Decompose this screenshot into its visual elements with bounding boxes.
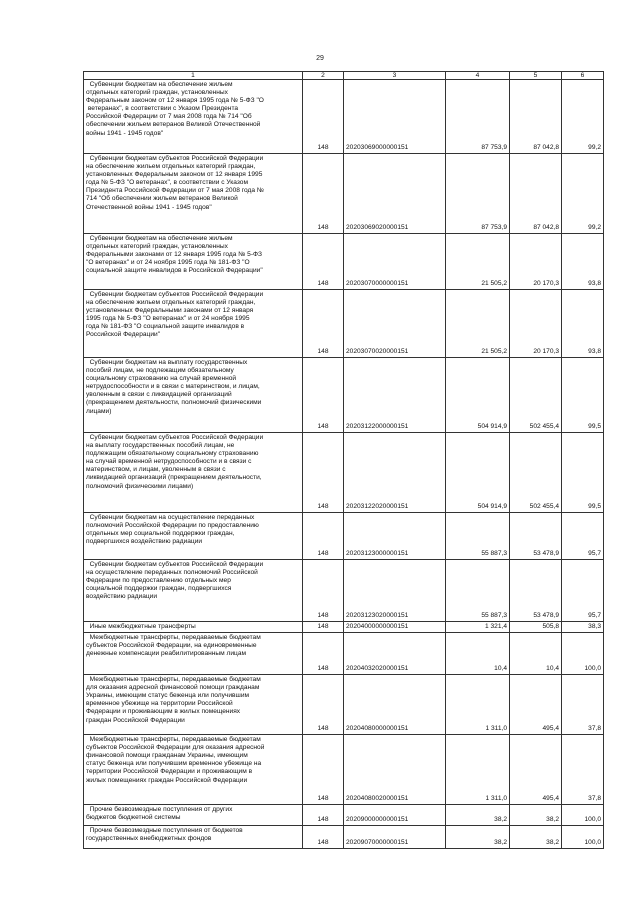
row-budget-code-cell: 20203122000000151	[344, 358, 446, 433]
row-actual-cell: 20 170,3	[510, 234, 562, 290]
row-admin-code-cell: 148	[303, 735, 344, 805]
row-admin-code-cell: 148	[303, 805, 344, 826]
row-percent-cell: 93,8	[562, 234, 604, 290]
row-name-cell: Субвенции бюджетам на обеспечение жильем отдельных категорий граждан, установленных Федеральными законами от 12 января 1995 года № 5-ФЗ "О ветеранах" и от 24 ноября 1995 года № 181-ФЗ "О социальной защите инвалидов в Российской Федерации"	[84, 234, 303, 290]
row-plan-cell: 55 887,3	[446, 513, 510, 560]
row-plan-cell: 21 505,2	[446, 234, 510, 290]
row-name-cell: Межбюджетные трансферты, передаваемые бюджетам субъектов Российской Федерации, на единовременные денежные компенсации реабилитированным лицам	[84, 633, 303, 675]
row-actual-cell: 38,2	[510, 805, 562, 826]
row-admin-code-cell: 148	[303, 826, 344, 849]
table-row	[84, 675, 604, 735]
row-budget-code-cell: 20203123020000151	[344, 560, 446, 622]
row-percent-cell: 99,5	[562, 433, 604, 513]
row-name-cell: Межбюджетные трансферты, передаваемые бюджетам для оказания адресной финансовой помощи гражданам Украины, имеющим статус беженца или получившим временное убежище на территории Российской Федерации и проживающим в жилых помещениях граждан Российской Федерации	[84, 675, 303, 735]
table-row	[84, 513, 604, 560]
row-admin-code-cell: 148	[303, 513, 344, 560]
row-percent-cell: 100,0	[562, 826, 604, 849]
row-budget-code-cell: 20203070000000151	[344, 234, 446, 290]
row-percent-cell: 100,0	[562, 805, 604, 826]
page-number: 29	[316, 55, 324, 62]
budget-report-table	[83, 71, 604, 849]
table-row	[84, 433, 604, 513]
row-percent-cell: 37,8	[562, 735, 604, 805]
row-budget-code-cell: 20204080020000151	[344, 735, 446, 805]
table-row	[84, 826, 604, 849]
row-name-cell: Субвенции бюджетам на обеспечение жильем отдельных категорий граждан, установленных Федеральным законом от 12 января 1995 года № 5-ФЗ "О ветеранах", в соответствии с Указом Президента Российской Федерации от 7 мая 2008 года № 714 "Об обеспечении жильем ветеранов Великой Отечественной войны 1941 - 1945 годов"	[84, 80, 303, 154]
row-name-cell: Иные межбюджетные трансферты	[84, 622, 303, 633]
row-budget-code-cell: 20203123000000151	[344, 513, 446, 560]
row-plan-cell: 1 311,0	[446, 675, 510, 735]
row-name-cell: Субвенции бюджетам субъектов Российской Федерации на выплату государственных пособий лицам, не подлежащим обязательному социальному страхованию на случай временной нетрудоспособности и в связи с материнством, и лицам, уволенным в связи с ликвидацией организаций (прекращением деятельности, полномочий физическими лицами)	[84, 433, 303, 513]
header-row	[84, 72, 604, 80]
row-name-cell: Субвенции бюджетам субъектов Российской Федерации на обеспечение жильем отдельных категорий граждан, установленных Федеральным законом от 12 января 1995 года № 5-ФЗ "О ветеранах", в соответствии с Указом Президента Российской Федерации от 7 мая 2008 года № 714 "Об обеспечении жильем ветеранов Великой Отечественной войны 1941 - 1945 годов"	[84, 154, 303, 234]
row-percent-cell: 93,8	[562, 290, 604, 358]
row-plan-cell: 38,2	[446, 805, 510, 826]
row-plan-cell: 87 753,9	[446, 154, 510, 234]
row-actual-cell: 53 478,9	[510, 560, 562, 622]
row-admin-code-cell: 148	[303, 358, 344, 433]
row-plan-cell: 504 914,9	[446, 433, 510, 513]
row-actual-cell: 502 455,4	[510, 433, 562, 513]
row-percent-cell: 99,2	[562, 80, 604, 154]
row-admin-code-cell: 148	[303, 433, 344, 513]
row-plan-cell: 38,2	[446, 826, 510, 849]
header-col-4: 4	[446, 72, 510, 80]
header-col-6: 6	[562, 72, 604, 80]
row-percent-cell: 99,5	[562, 358, 604, 433]
row-percent-cell: 38,3	[562, 622, 604, 633]
table-row	[84, 80, 604, 154]
row-budget-code-cell: 20203069020000151	[344, 154, 446, 234]
table-row	[84, 633, 604, 675]
row-admin-code-cell: 148	[303, 80, 344, 154]
table-row	[84, 234, 604, 290]
row-budget-code-cell: 20204032020000151	[344, 633, 446, 675]
row-actual-cell: 502 455,4	[510, 358, 562, 433]
row-name-cell: Межбюджетные трансферты, передаваемые бюджетам субъектов Российской Федерации для оказания адресной финансовой помощи гражданам Украины, имеющим статус беженца или получившим временное убежище на территории Российской Федерации и проживающим в жилых помещениях граждан Российской Федерации	[84, 735, 303, 805]
row-admin-code-cell: 148	[303, 633, 344, 675]
row-budget-code-cell: 20209070000000151	[344, 826, 446, 849]
row-percent-cell: 95,7	[562, 560, 604, 622]
row-name-cell: Прочие безвозмездные поступления от других бюджетов бюджетной системы	[84, 805, 303, 826]
row-name-cell: Субвенции бюджетам субъектов Российской Федерации на обеспечение жильем отдельных категорий граждан, установленных Федеральными законами от 12 января 1995 года № 5-ФЗ "О ветеранах" и от 24 ноября 1995 года № 181-ФЗ "О социальной защите инвалидов в Российской Федерации"	[84, 290, 303, 358]
header-col-5: 5	[510, 72, 562, 80]
row-budget-code-cell: 20203069000000151	[344, 80, 446, 154]
table-row	[84, 805, 604, 826]
row-percent-cell: 99,2	[562, 154, 604, 234]
row-admin-code-cell: 148	[303, 560, 344, 622]
table-row	[84, 560, 604, 622]
table-row	[84, 735, 604, 805]
row-name-cell: Субвенции бюджетам на осуществление переданных полномочий Российской Федерации по предоставлению отдельных мер социальной поддержки граждан, подвергшихся воздействию радиации	[84, 513, 303, 560]
row-plan-cell: 504 914,9	[446, 358, 510, 433]
row-budget-code-cell: 20209000000000151	[344, 805, 446, 826]
row-actual-cell: 87 042,8	[510, 154, 562, 234]
table-row	[84, 622, 604, 633]
row-actual-cell: 20 170,3	[510, 290, 562, 358]
row-percent-cell: 95,7	[562, 513, 604, 560]
row-budget-code-cell: 20203122020000151	[344, 433, 446, 513]
row-plan-cell: 87 753,9	[446, 80, 510, 154]
row-admin-code-cell: 148	[303, 675, 344, 735]
header-col-1: 1	[84, 72, 303, 80]
row-name-cell: Прочие безвозмездные поступления от бюджетов государственных внебюджетных фондов	[84, 826, 303, 849]
table-row	[84, 154, 604, 234]
row-plan-cell: 55 887,3	[446, 560, 510, 622]
row-actual-cell: 38,2	[510, 826, 562, 849]
row-actual-cell: 505,8	[510, 622, 562, 633]
header-col-3: 3	[344, 72, 446, 80]
row-admin-code-cell: 148	[303, 290, 344, 358]
row-actual-cell: 495,4	[510, 735, 562, 805]
row-actual-cell: 87 042,8	[510, 80, 562, 154]
table-row	[84, 358, 604, 433]
row-admin-code-cell: 148	[303, 154, 344, 234]
row-name-cell: Субвенции бюджетам на выплату государственных пособий лицам, не подлежащим обязательному социальному страхованию на случай временной нетрудоспособности и в связи с материнством, и лицам, уволенным в связи с ликвидацией организаций (прекращением деятельности, полномочий физическими лицами)	[84, 358, 303, 433]
row-plan-cell: 10,4	[446, 633, 510, 675]
row-actual-cell: 10,4	[510, 633, 562, 675]
row-budget-code-cell: 20204000000000151	[344, 622, 446, 633]
header-col-2: 2	[303, 72, 344, 80]
row-admin-code-cell: 148	[303, 234, 344, 290]
row-admin-code-cell: 148	[303, 622, 344, 633]
table-row	[84, 290, 604, 358]
row-percent-cell: 100,0	[562, 633, 604, 675]
row-plan-cell: 21 505,2	[446, 290, 510, 358]
row-actual-cell: 53 478,9	[510, 513, 562, 560]
row-actual-cell: 495,4	[510, 675, 562, 735]
row-plan-cell: 1 311,0	[446, 735, 510, 805]
row-budget-code-cell: 20204080000000151	[344, 675, 446, 735]
row-budget-code-cell: 20203070020000151	[344, 290, 446, 358]
row-plan-cell: 1 321,4	[446, 622, 510, 633]
row-percent-cell: 37,8	[562, 675, 604, 735]
row-name-cell: Субвенции бюджетам субъектов Российской Федерации на осуществление переданных полномочий Российской Федерации по предоставлению отдельных мер социальной поддержки граждан, подвергшихся воздействию радиации	[84, 560, 303, 622]
